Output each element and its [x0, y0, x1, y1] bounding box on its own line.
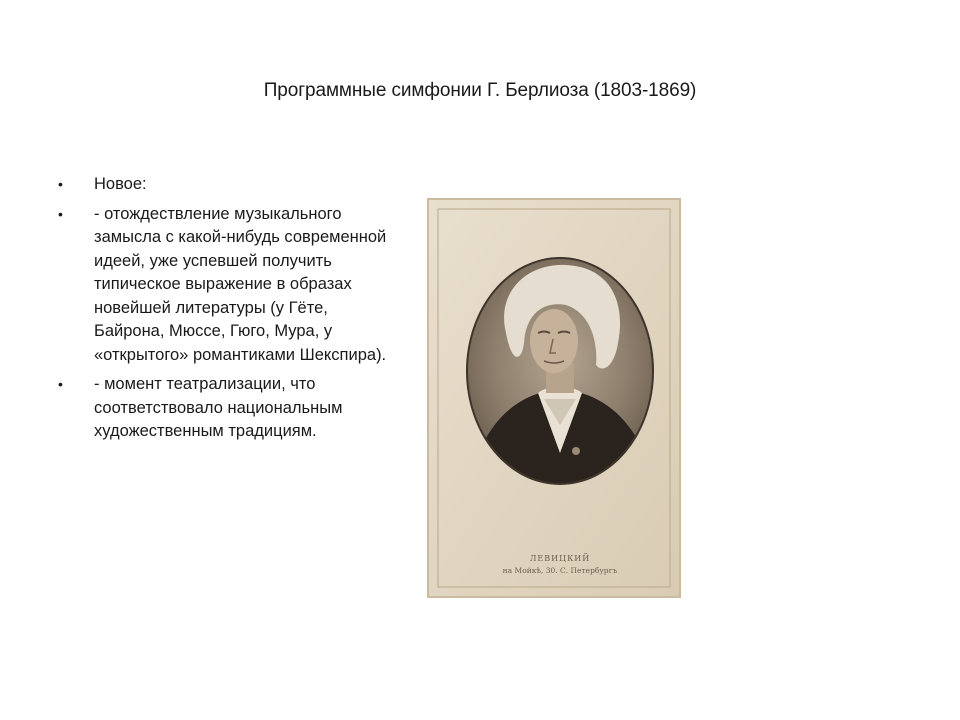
bullet-item: [54, 373, 394, 444]
bullet-dot-icon: •: [58, 205, 63, 222]
studio-name: ЛЕВИЦКИЙ: [529, 554, 591, 563]
portrait-photo-card: [426, 193, 694, 603]
studio-address: на Мойкѣ, 30. С. Петербургъ: [502, 566, 618, 575]
bullet-dot-icon: •: [58, 176, 63, 192]
bullet-list: [54, 173, 394, 450]
bullet-text: Новое:: [94, 175, 147, 193]
slide-title: Программные симфонии Г. Берлиоза (1803-1869): [263, 80, 697, 101]
bullet-text: - момент театрализации, что соответствовало национальным художественным традициям.: [94, 375, 343, 440]
bullet-item: [54, 173, 394, 197]
bullet-text: - отождествление музыкального замысла с какой-нибудь современной идеей, уже успевшей получить типическое выражение в образах новейшей литературы (у Гёте, Байрона, Мюссе, Гюго, Мура, у «открытого» романтиками Шекспира).: [94, 204, 387, 364]
portrait-photo: [426, 193, 694, 603]
bullet-item: [54, 203, 394, 368]
bullet-dot-icon: •: [58, 376, 63, 392]
